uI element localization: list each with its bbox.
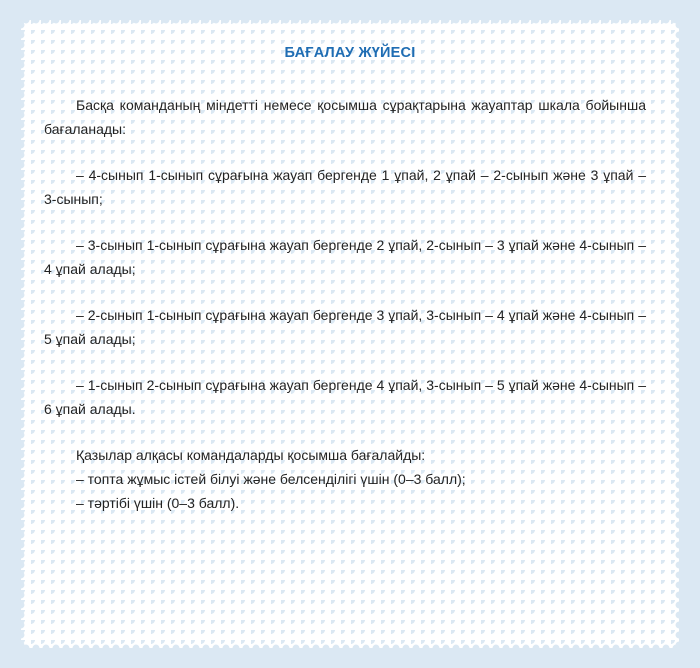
spacer <box>76 141 646 163</box>
jury-heading: Қазылар алқасы командаларды қосымша бағалайды: <box>76 447 426 463</box>
scoring-item: – 3-сынып 1-сынып сұрағына жауап бергенде 2 ұпай, 2-сынып – 3 ұпай және 4-сынып – 4 ұпай алады; <box>44 237 646 277</box>
spacer <box>76 211 646 233</box>
spacer <box>76 421 646 443</box>
spacer <box>76 281 646 303</box>
page-title: БАҒАЛАУ ЖҮЙЕСІ <box>284 45 416 61</box>
scoring-item: – 2-сынып 1-сынып сұрағына жауап бергенде 3 ұпай, 3-сынып – 4 ұпай және 4-сынып – 5 ұпай алады; <box>44 307 646 347</box>
document-body <box>44 93 646 515</box>
spacer <box>76 351 646 373</box>
intro-paragraph: Басқа команданың міндетті немесе қосымша сұрақтарына жауаптар шкала бойынша бағаланады: <box>44 97 646 137</box>
scoring-item: – 4-сынып 1-сынып сұрағына жауап бергенде 1 ұпай, 2 ұпай – 2-сынып және 3 ұпай – 3-сынып; <box>44 167 646 207</box>
scoring-item: – 1-сынып 2-сынып сұрағына жауап бергенде 4 ұпай, 3-сынып – 5 ұпай және 4-сынып – 6 ұпай алады. <box>44 377 646 417</box>
jury-line: – тәртібі үшін (0–3 балл). <box>76 495 240 511</box>
jury-line: – топта жұмыс істей білуі және белсенділігі үшін (0–3 балл); <box>76 471 466 487</box>
